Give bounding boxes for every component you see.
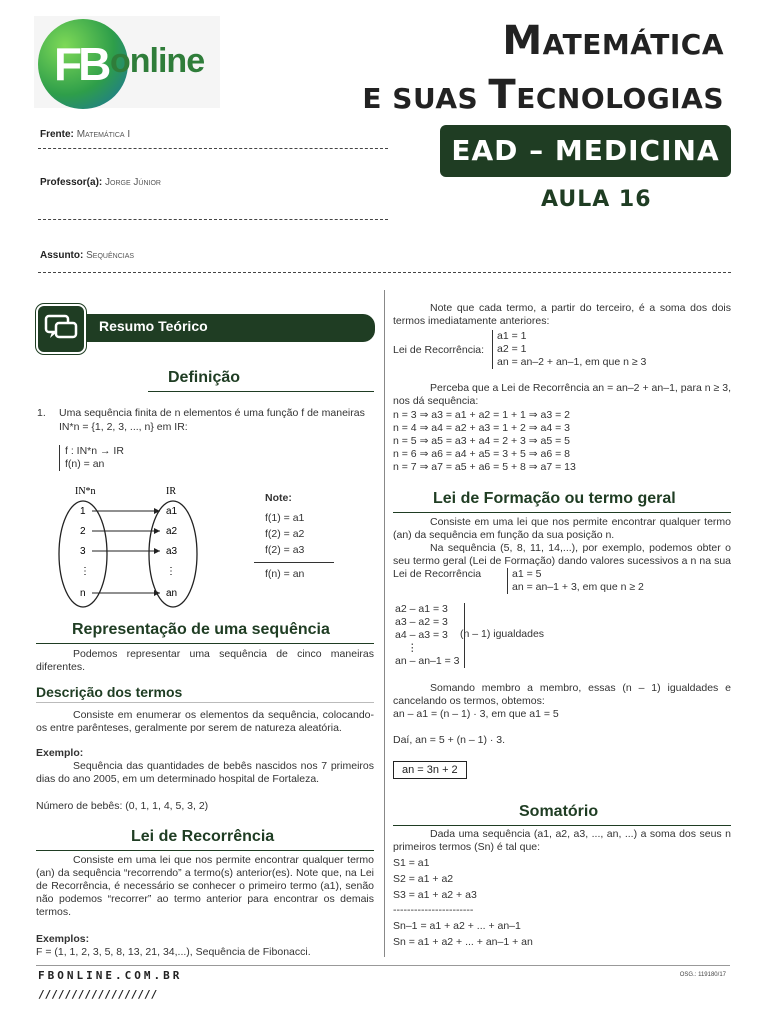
formacao-text: Consiste em uma lei que nos permite encontrar qualquer termo (an) da sequência em função da sua posição n. bbox=[393, 516, 731, 541]
codomain-label: IR bbox=[166, 486, 176, 497]
lei-system: a1 = 1 a2 = 1 an = an–2 + an–1, em que n ≥ 3 bbox=[492, 330, 646, 369]
footer-url: FBONLINE.COM.BR bbox=[38, 969, 183, 982]
formacao-example: Na sequência (5, 8, 11, 14,...), por exemplo, podemos obter o seu termo geral (Lei de Formação) dando valores sucessivos a n na sua Lei de Recorrência bbox=[393, 542, 731, 580]
recorrencia-system: a1 = 5 an = an–1 + 3, em que n ≥ 2 bbox=[507, 568, 644, 594]
chat-icon bbox=[36, 304, 86, 354]
arrow-head-icon bbox=[154, 590, 160, 596]
perceba-text: Perceba que a Lei de Recorrência an = an–2 + an–1, para n ≥ 3, nos dá sequência: bbox=[393, 382, 731, 407]
lei-label: Lei de Recorrência: bbox=[393, 344, 485, 356]
domain-element: 1 bbox=[80, 506, 86, 517]
professor-divider bbox=[38, 219, 388, 220]
igualdades-label: (n – 1) igualdades bbox=[460, 628, 545, 640]
footer-divider bbox=[36, 965, 730, 966]
assunto-divider bbox=[38, 272, 731, 273]
note-line: f(1) = a1 bbox=[265, 512, 305, 524]
note-divider bbox=[254, 562, 334, 563]
domain-element: 2 bbox=[80, 526, 86, 537]
somatorio-text: Dada uma sequência (a1, a2, a3, ..., an, ...) a soma dos seus n primeiros termos (Sn) é tal que: bbox=[393, 828, 731, 853]
codomain-element: a2 bbox=[166, 526, 178, 537]
assunto-row: Assunto: Sequências bbox=[40, 250, 135, 261]
codomain-element: an bbox=[166, 588, 178, 599]
logo-fb-text: FB bbox=[54, 38, 108, 90]
codomain-element: a3 bbox=[166, 546, 178, 557]
sum-line: ----------------------- bbox=[393, 904, 474, 916]
somando-text: Somando membro a membro, essas (n – 1) igualdades e cancelando os termos, obtemos: bbox=[393, 682, 731, 707]
definicao-heading: Definição bbox=[168, 369, 241, 386]
seq-line: n = 5 ⇒ a5 = a3 + a4 = 2 + 3 ⇒ a5 = 5 bbox=[393, 435, 570, 447]
lei-recorrencia-underline bbox=[36, 850, 374, 851]
domain-element: n bbox=[80, 588, 86, 599]
footer-osg: OSG.: 119180/17 bbox=[679, 972, 726, 978]
exemplo-label: Exemplo: bbox=[36, 747, 84, 759]
seq-line: n = 7 ⇒ a7 = a5 + a6 = 5 + 8 ⇒ a7 = 13 bbox=[393, 461, 576, 473]
seq-line: n = 3 ⇒ a3 = a1 + a2 = 1 + 1 ⇒ a3 = 2 bbox=[393, 409, 570, 421]
def-item-number: 1. bbox=[37, 407, 46, 419]
definicao-underline bbox=[148, 391, 374, 392]
arrow-head-icon bbox=[154, 548, 160, 554]
seq-line: n = 4 ⇒ a4 = a2 + a3 = 1 + 2 ⇒ a4 = 3 bbox=[393, 422, 570, 434]
mapping-diagram bbox=[48, 484, 218, 614]
frente-row: Frente: Matemática I bbox=[40, 129, 131, 140]
termo-geral-box: an = 3n + 2 bbox=[393, 761, 467, 779]
representacao-underline bbox=[36, 643, 374, 644]
descricao-heading: Descrição dos termos bbox=[36, 684, 183, 700]
lesson-number: AULA 16 bbox=[541, 187, 652, 212]
sum-line: S3 = a1 + a2 + a3 bbox=[393, 889, 477, 901]
seq-line: n = 6 ⇒ a6 = a4 + a5 = 3 + 5 ⇒ a6 = 8 bbox=[393, 448, 570, 460]
column-separator bbox=[384, 290, 385, 957]
def-function: f : IN*n → IR f(n) = an bbox=[59, 445, 124, 471]
lei-text: Consiste em uma lei que nos permite encontrar qualquer termo (an) da sequência “recorrendo” a termo(s) anterior(es). Note que, na Lei de Recorrência, é necessário se conhecer o primeiro termo (a1), senão não podemos “recorrer” ao termo anterior para encontrar os demais termos. bbox=[36, 854, 374, 918]
def-text2: IN*n = {1, 2, 3, ..., n} em IR: bbox=[59, 421, 188, 433]
sum-line: S2 = a1 + a2 bbox=[393, 873, 454, 885]
formacao-underline bbox=[393, 512, 731, 513]
subject-title-line1: MATEMÁTICA bbox=[502, 18, 724, 64]
professor-row: Professor(a): Jorge Júnior bbox=[40, 177, 161, 188]
domain-element: 3 bbox=[80, 546, 86, 557]
note-title: Note: bbox=[265, 492, 292, 504]
logo-online-text: online bbox=[110, 42, 205, 80]
frente-divider bbox=[38, 148, 388, 149]
right-note-text: Note que cada termo, a partir do terceiro, é a soma dos dois termos imediatamente anteriores: bbox=[393, 302, 731, 327]
bebes-text: Número de bebês: (0, 1, 1, 4, 5, 3, 2) bbox=[36, 800, 209, 812]
codomain-element: a1 bbox=[166, 506, 178, 517]
subject-title-line2: E SUAS TECNOLOGIAS bbox=[362, 72, 724, 118]
descricao-underline bbox=[36, 702, 374, 703]
ead-banner: EAD – MEDICINA bbox=[440, 125, 731, 177]
domain-element: ⋮ bbox=[80, 566, 90, 577]
igualdades-block: a2 – a1 = 3 a3 – a2 = 3 a4 – a3 = 3 ⋮ an – an–1 = 3 bbox=[395, 603, 465, 668]
somando-result: an – a1 = (n – 1) · 3, em que a1 = 5 bbox=[393, 708, 559, 720]
sum-line: Sn = a1 + a2 + ... + an–1 + an bbox=[393, 936, 533, 948]
note-line: f(n) = an bbox=[265, 568, 305, 580]
representacao-heading: Representação de uma sequência bbox=[72, 621, 330, 638]
exemplo-text: Sequência das quantidades de bebês nascidos nos 7 primeiros dias do ano 2005, em um determinado hospital de Fortaleza. bbox=[36, 760, 374, 785]
exemplos-label: Exemplos: bbox=[36, 933, 90, 945]
formacao-heading: Lei de Formação ou termo geral bbox=[433, 490, 676, 507]
somatorio-heading: Somatório bbox=[519, 803, 599, 820]
footer-slashes: ////////////////// bbox=[38, 988, 158, 1001]
repr-text: Podemos representar uma sequência de cinco maneiras diferentes. bbox=[36, 648, 374, 673]
resumo-label: Resumo Teórico bbox=[99, 318, 208, 334]
domain-label: IN*n bbox=[75, 486, 96, 497]
lei-recorrencia-heading: Lei de Recorrência bbox=[131, 828, 275, 845]
note-line: f(2) = a3 bbox=[265, 544, 305, 556]
desc-text: Consiste em enumerar os elementos da sequência, colocando-os entre parênteses, geralmente por serem de natureza aleatória. bbox=[36, 709, 374, 734]
fib-text: F = (1, 1, 2, 3, 5, 8, 13, 21, 34,...), Sequência de Fibonacci. bbox=[36, 946, 311, 958]
codomain-element: ⋮ bbox=[166, 566, 176, 577]
somatorio-underline bbox=[393, 825, 731, 826]
def-text: Uma sequência finita de n elementos é uma função f de maneiras bbox=[59, 407, 365, 419]
sum-line: S1 = a1 bbox=[393, 857, 430, 869]
arrow-head-icon bbox=[154, 528, 160, 534]
note-line: f(2) = a2 bbox=[265, 528, 305, 540]
dai-text: Daí, an = 5 + (n – 1) · 3. bbox=[393, 734, 506, 746]
sum-line: Sn–1 = a1 + a2 + ... + an–1 bbox=[393, 920, 521, 932]
